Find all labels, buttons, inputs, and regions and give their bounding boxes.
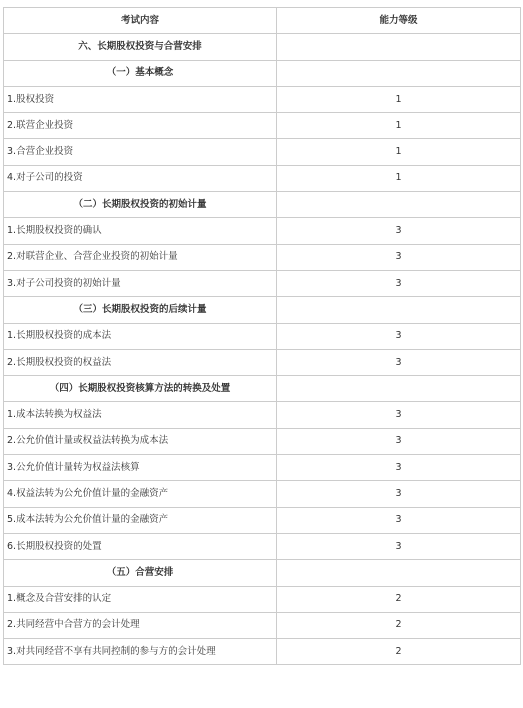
section-row: [4, 297, 521, 323]
header-exam-content: 考试内容: [4, 8, 277, 34]
ability-level-cell: 3: [277, 402, 521, 428]
exam-content-cell: 2.对联营企业、合营企业投资的初始计量: [4, 244, 277, 270]
ability-level-cell: 1: [277, 165, 521, 191]
ability-level-cell: [277, 34, 521, 60]
ability-level-cell: 3: [277, 428, 521, 454]
exam-content-cell: 4.权益法转为公允价值计量的金融资产: [4, 481, 277, 507]
ability-level-cell: 3: [277, 481, 521, 507]
exam-content-cell: 2.长期股权投资的权益法: [4, 349, 277, 375]
table-row: [4, 349, 521, 375]
ability-level-cell: 3: [277, 323, 521, 349]
ability-level-cell: 3: [277, 244, 521, 270]
ability-level-cell: 2: [277, 586, 521, 612]
table-row: [4, 533, 521, 559]
ability-level-cell: 2: [277, 612, 521, 638]
table-row: [4, 323, 521, 349]
section-title-cell: （一）基本概念: [4, 60, 277, 86]
exam-content-cell: 2.公允价值计量或权益法转换为成本法: [4, 428, 277, 454]
table-row: [4, 402, 521, 428]
section-row: [4, 60, 521, 86]
exam-content-cell: 1.概念及合营安排的认定: [4, 586, 277, 612]
table-row: [4, 218, 521, 244]
section-title-cell: 六、长期股权投资与合营安排: [4, 34, 277, 60]
header-ability-level: 能力等级: [277, 8, 521, 34]
ability-level-cell: [277, 60, 521, 86]
ability-level-cell: [277, 376, 521, 402]
section-title-cell: （四）长期股权投资核算方法的转换及处置: [4, 376, 277, 402]
exam-content-cell: 3.公允价值计量转为权益法核算: [4, 455, 277, 481]
ability-level-cell: 2: [277, 639, 521, 665]
section-title-cell: （五）合营安排: [4, 560, 277, 586]
table-body: [4, 34, 521, 665]
table-row: [4, 481, 521, 507]
exam-content-cell: 2.联营企业投资: [4, 113, 277, 139]
table-row: [4, 165, 521, 191]
exam-content-cell: 1.长期股权投资的确认: [4, 218, 277, 244]
table-row: [4, 586, 521, 612]
ability-level-cell: [277, 297, 521, 323]
ability-level-cell: 3: [277, 507, 521, 533]
section-row: [4, 192, 521, 218]
exam-content-cell: 1.长期股权投资的成本法: [4, 323, 277, 349]
exam-content-cell: 2.共同经营中合营方的会计处理: [4, 612, 277, 638]
section-row: [4, 560, 521, 586]
section-title-cell: （二）长期股权投资的初始计量: [4, 192, 277, 218]
ability-level-cell: [277, 560, 521, 586]
section-title-cell: （三）长期股权投资的后续计量: [4, 297, 277, 323]
ability-level-cell: 3: [277, 455, 521, 481]
table-row: [4, 455, 521, 481]
table-row: [4, 270, 521, 296]
ability-level-cell: 1: [277, 139, 521, 165]
section-row: [4, 376, 521, 402]
exam-content-cell: 6.长期股权投资的处置: [4, 533, 277, 559]
ability-level-cell: 3: [277, 218, 521, 244]
exam-content-table: [3, 7, 521, 665]
ability-level-cell: 3: [277, 270, 521, 296]
table-row: [4, 507, 521, 533]
ability-level-cell: 3: [277, 533, 521, 559]
table-row: [4, 244, 521, 270]
table-row: [4, 86, 521, 112]
ability-level-cell: 3: [277, 349, 521, 375]
exam-content-table-container: [3, 7, 520, 665]
ability-level-cell: [277, 192, 521, 218]
section-row: [4, 34, 521, 60]
exam-content-cell: 3.合营企业投资: [4, 139, 277, 165]
exam-content-cell: 4.对子公司的投资: [4, 165, 277, 191]
exam-content-cell: 5.成本法转为公允价值计量的金融资产: [4, 507, 277, 533]
exam-content-cell: 1.成本法转换为权益法: [4, 402, 277, 428]
ability-level-cell: 1: [277, 113, 521, 139]
header-row: [4, 8, 521, 34]
table-row: [4, 612, 521, 638]
ability-level-cell: 1: [277, 86, 521, 112]
table-row: [4, 113, 521, 139]
table-row: [4, 139, 521, 165]
exam-content-cell: 3.对共同经营不享有共同控制的参与方的会计处理: [4, 639, 277, 665]
exam-content-cell: 3.对子公司投资的初始计量: [4, 270, 277, 296]
table-row: [4, 428, 521, 454]
exam-content-cell: 1.股权投资: [4, 86, 277, 112]
table-header: [4, 8, 521, 34]
table-row: [4, 639, 521, 665]
